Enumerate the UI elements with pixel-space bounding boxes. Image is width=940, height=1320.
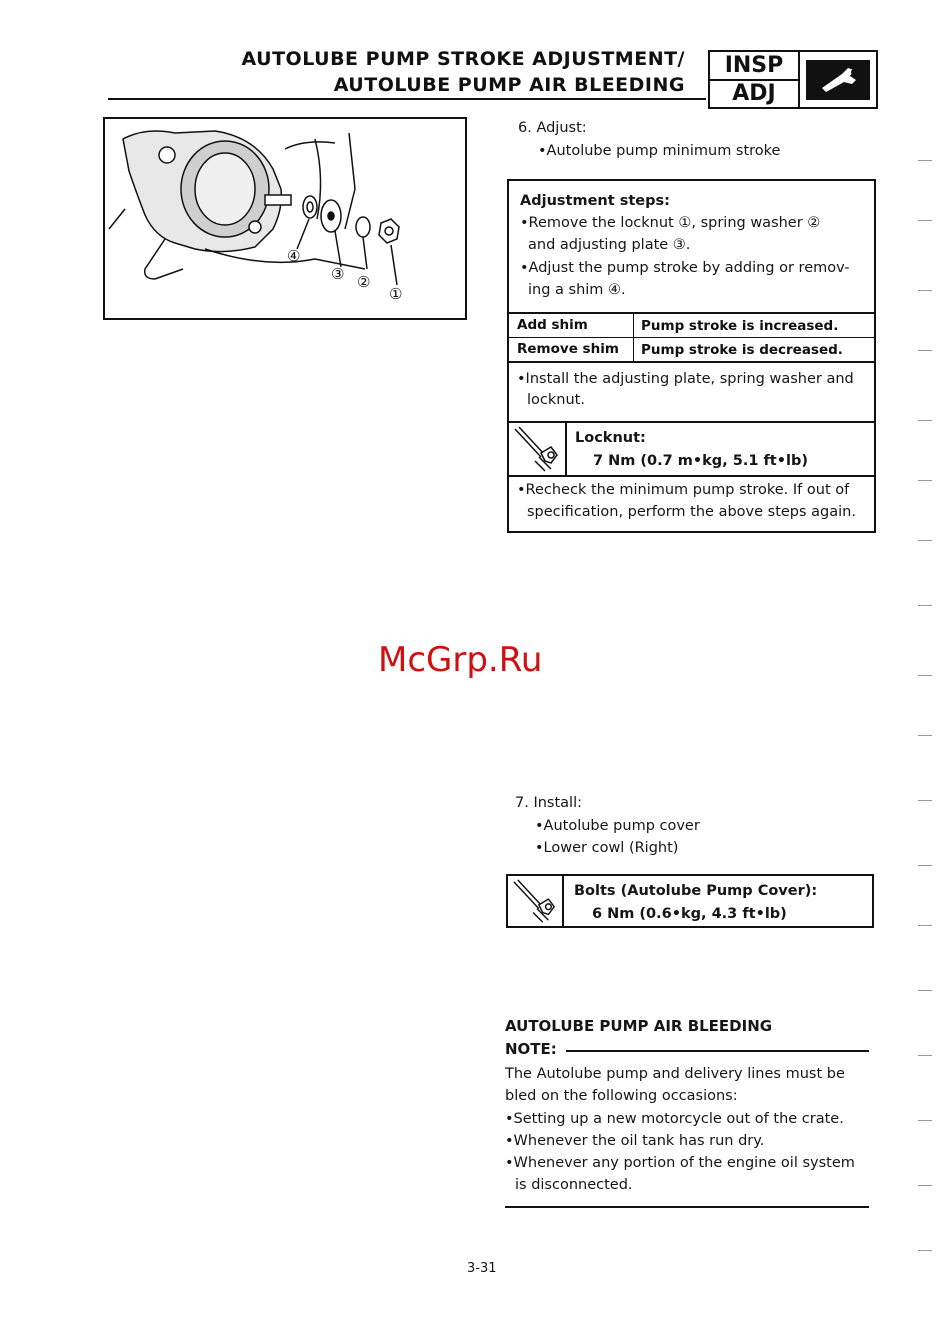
margin-tick xyxy=(918,420,932,421)
page-number: 3-31 xyxy=(467,1261,497,1276)
badge-insp: INSP xyxy=(724,53,784,78)
table-row-add-label: Add shim xyxy=(517,317,588,333)
adjustment-bullet2-line1: •Adjust the pump stroke by adding or remov- xyxy=(520,260,850,276)
margin-tick xyxy=(918,990,932,991)
header-rule xyxy=(108,98,706,100)
margin-tick xyxy=(918,735,932,736)
locknut-torque-label: Locknut: xyxy=(575,430,646,446)
bolts-torque-box xyxy=(506,874,874,928)
margin-tick xyxy=(918,1055,932,1056)
callout-1: ① xyxy=(389,285,403,303)
note-rule xyxy=(566,1050,869,1052)
margin-tick xyxy=(918,925,932,926)
note-bullet-3-cont: is disconnected. xyxy=(515,1177,633,1193)
adjustment-bullet2-line2: ing a shim ④. xyxy=(528,282,626,298)
callout-2: ② xyxy=(357,273,371,291)
margin-tick xyxy=(918,480,932,481)
margin-tick xyxy=(918,1185,932,1186)
adjustment-bullet3-line1: •Install the adjusting plate, spring washer and xyxy=(517,371,854,387)
margin-tick xyxy=(918,290,932,291)
margin-tick xyxy=(918,605,932,606)
note-label: NOTE: xyxy=(505,1040,557,1058)
margin-tick xyxy=(918,865,932,866)
air-bleeding-heading: AUTOLUBE PUMP AIR BLEEDING xyxy=(505,1017,773,1035)
page-title-line2: AUTOLUBE PUMP AIR BLEEDING xyxy=(333,74,685,96)
note-bullet-1: •Setting up a new motorcycle out of the crate. xyxy=(505,1111,844,1127)
margin-tick xyxy=(918,1120,932,1121)
note-para-line2: bled on the following occasions: xyxy=(505,1088,738,1104)
margin-tick xyxy=(918,800,932,801)
adjustment-bullet4-line1: •Recheck the minimum pump stroke. If out of xyxy=(517,482,850,498)
page-title-line1: AUTOLUBE PUMP STROKE ADJUSTMENT/ xyxy=(241,48,685,70)
margin-tick xyxy=(918,540,932,541)
note-end-rule xyxy=(505,1206,869,1208)
table-row-add-value: Pump stroke is increased. xyxy=(641,318,839,334)
step7-heading: 7. Install: xyxy=(515,795,582,811)
table-row-remove-value: Pump stroke is decreased. xyxy=(641,342,843,358)
adjustment-bullet1-line1: •Remove the locknut ①, spring washer ② xyxy=(520,215,821,231)
bolts-torque-value: 6 Nm (0.6•kg, 4.3 ft•lb) xyxy=(592,906,787,922)
margin-tick xyxy=(918,160,932,161)
torque-wrench-icon xyxy=(511,425,563,473)
bolts-torque-label: Bolts (Autolube Pump Cover): xyxy=(574,883,818,899)
step7-item-1: •Autolube pump cover xyxy=(535,818,700,834)
adjustment-bullet1-line2: and adjusting plate ③. xyxy=(528,237,691,253)
step6-item: •Autolube pump minimum stroke xyxy=(538,143,781,159)
table-row-remove-label: Remove shim xyxy=(517,341,619,357)
step6-heading: 6. Adjust: xyxy=(518,120,587,136)
note-para-line1: The Autolube pump and delivery lines must be xyxy=(505,1066,845,1082)
note-bullet-3: •Whenever any portion of the engine oil system xyxy=(505,1155,855,1171)
locknut-torque-value: 7 Nm (0.7 m•kg, 5.1 ft•lb) xyxy=(593,453,808,469)
callout-3: ③ xyxy=(331,265,345,283)
adjustment-steps-box xyxy=(507,179,876,533)
adjustment-bullet4-line2: specification, perform the above steps again. xyxy=(527,504,856,520)
adjustment-title: Adjustment steps: xyxy=(520,193,670,209)
note-bullet-2: •Whenever the oil tank has run dry. xyxy=(505,1133,765,1149)
margin-tick xyxy=(918,675,932,676)
insp-adj-badge xyxy=(708,50,878,109)
callout-4: ④ xyxy=(287,247,301,265)
watermark-text: McGrp.Ru xyxy=(378,640,543,680)
torque-wrench-icon xyxy=(510,878,560,924)
pump-illustration xyxy=(103,117,467,320)
margin-tick xyxy=(918,1250,932,1251)
margin-tick xyxy=(918,220,932,221)
adjustment-bullet3-line2: locknut. xyxy=(527,392,585,408)
margin-tick xyxy=(918,350,932,351)
wrench-hand-icon xyxy=(802,56,874,104)
step7-item-2: •Lower cowl (Right) xyxy=(535,840,679,856)
badge-adj: ADJ xyxy=(732,81,776,106)
